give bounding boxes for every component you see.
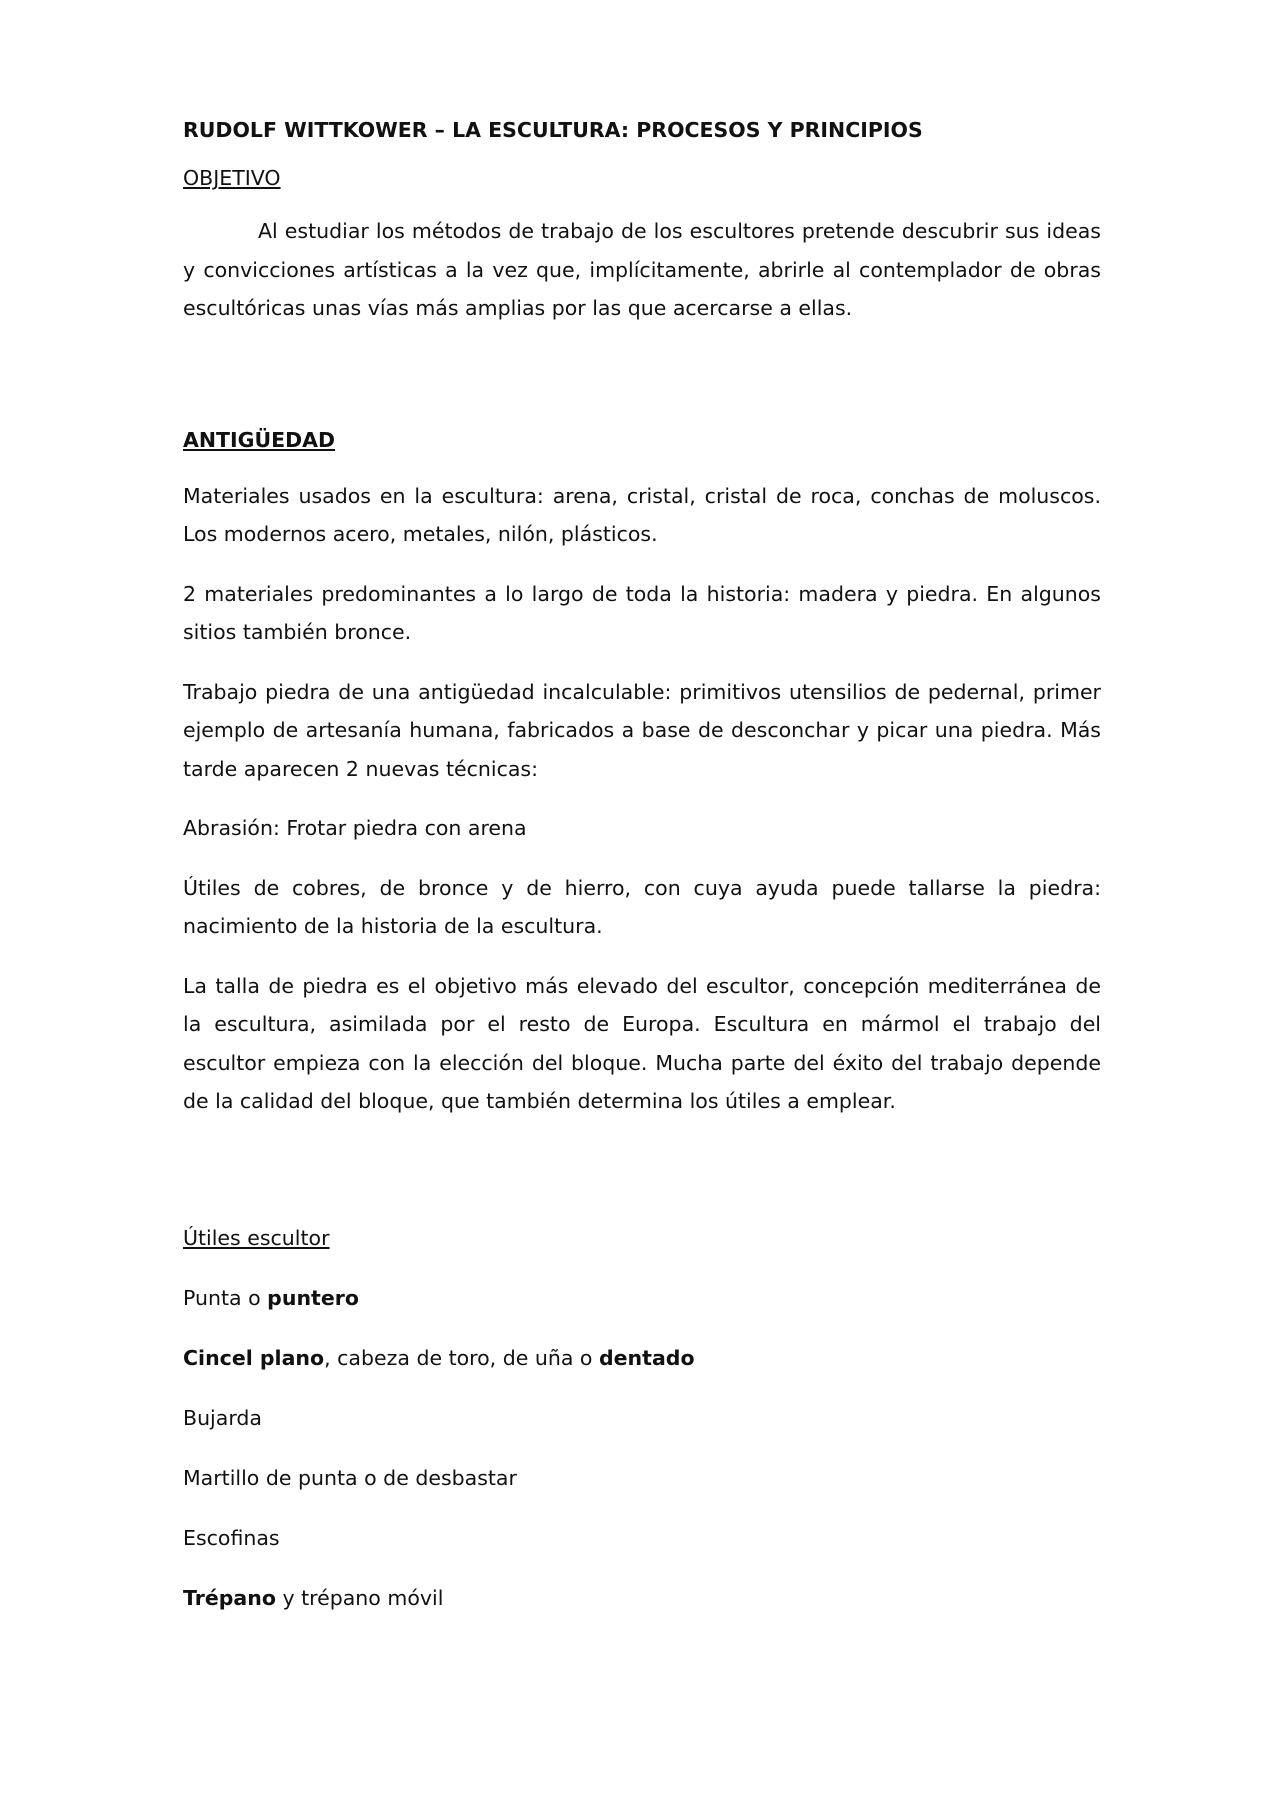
list-item-escofinas: Escofinas bbox=[183, 1525, 280, 1550]
list-item-text: y trépano móvil bbox=[275, 1585, 444, 1610]
list-item-trepano bbox=[183, 1582, 1101, 1614]
paragraph-utiles-metal: Útiles de cobres, de bronce y de hierro, con cuya ayuda puede tallarse la piedra: nacimiento de la historia de la escultura. bbox=[183, 875, 1101, 938]
list-item-martillo: Martillo de punta o de desbastar bbox=[183, 1465, 517, 1490]
paragraph-materiales: Materiales usados en la escultura: arena, cristal, cristal de roca, conchas de moluscos. Los modernos acero, metales, nilón, plásticos. bbox=[183, 483, 1101, 546]
paragraph-talla-piedra: La talla de piedra es el objetivo más elevado del escultor, concepción mediterránea de la escultura, asimilada por el resto de Europa. Escultura en mármol el trabajo del escultor empieza con la elección del bloque. Mucha parte del éxito del trabajo depende de la calidad del bloque, que también determina los útiles a emplear. bbox=[183, 973, 1101, 1113]
list-item-punta bbox=[183, 1282, 1101, 1314]
list-item-text: , cabeza de toro, de uña o bbox=[324, 1345, 599, 1370]
list-item-bold: dentado bbox=[598, 1345, 695, 1370]
list-item-bujarda: Bujarda bbox=[183, 1405, 262, 1430]
paragraph-abrasion: Abrasión: Frotar piedra con arena bbox=[183, 816, 527, 840]
list-item-cincel bbox=[183, 1342, 1101, 1374]
list-item-bold: puntero bbox=[267, 1285, 359, 1310]
list-item-bold: Cincel plano bbox=[183, 1345, 325, 1370]
paragraph-materiales-predominantes: 2 materiales predominantes a lo largo de toda la historia: madera y piedra. En algunos sitios también bronce. bbox=[183, 581, 1101, 644]
heading-objetivo: OBJETIVO bbox=[183, 166, 281, 190]
paragraph-trabajo-piedra: Trabajo piedra de una antigüedad incalculable: primitivos utensilios de pedernal, primer ejemplo de artesanía humana, fabricados a base de desconchar y picar una piedra. Más tarde aparecen 2 nuevas técnicas: bbox=[183, 679, 1101, 781]
document-page bbox=[183, 112, 1101, 1614]
list-item-bold: Trépano bbox=[183, 1585, 276, 1610]
list-item-text: Punta o bbox=[183, 1285, 268, 1310]
document-title: RUDOLF WITTKOWER – LA ESCULTURA: PROCESOS Y PRINCIPIOS bbox=[183, 118, 923, 142]
heading-antiguedad: ANTIGÜEDAD bbox=[183, 427, 336, 452]
heading-utiles-escultor: Útiles escultor bbox=[183, 1225, 330, 1250]
paragraph-objetivo: Al estudiar los métodos de trabajo de los escultores pretende descubrir sus ideas y convicciones artísticas a la vez que, implícitamente, abrirle al contemplador de obras escultóricas unas vías más amplias por las que acercarse a ellas. bbox=[183, 219, 1101, 320]
